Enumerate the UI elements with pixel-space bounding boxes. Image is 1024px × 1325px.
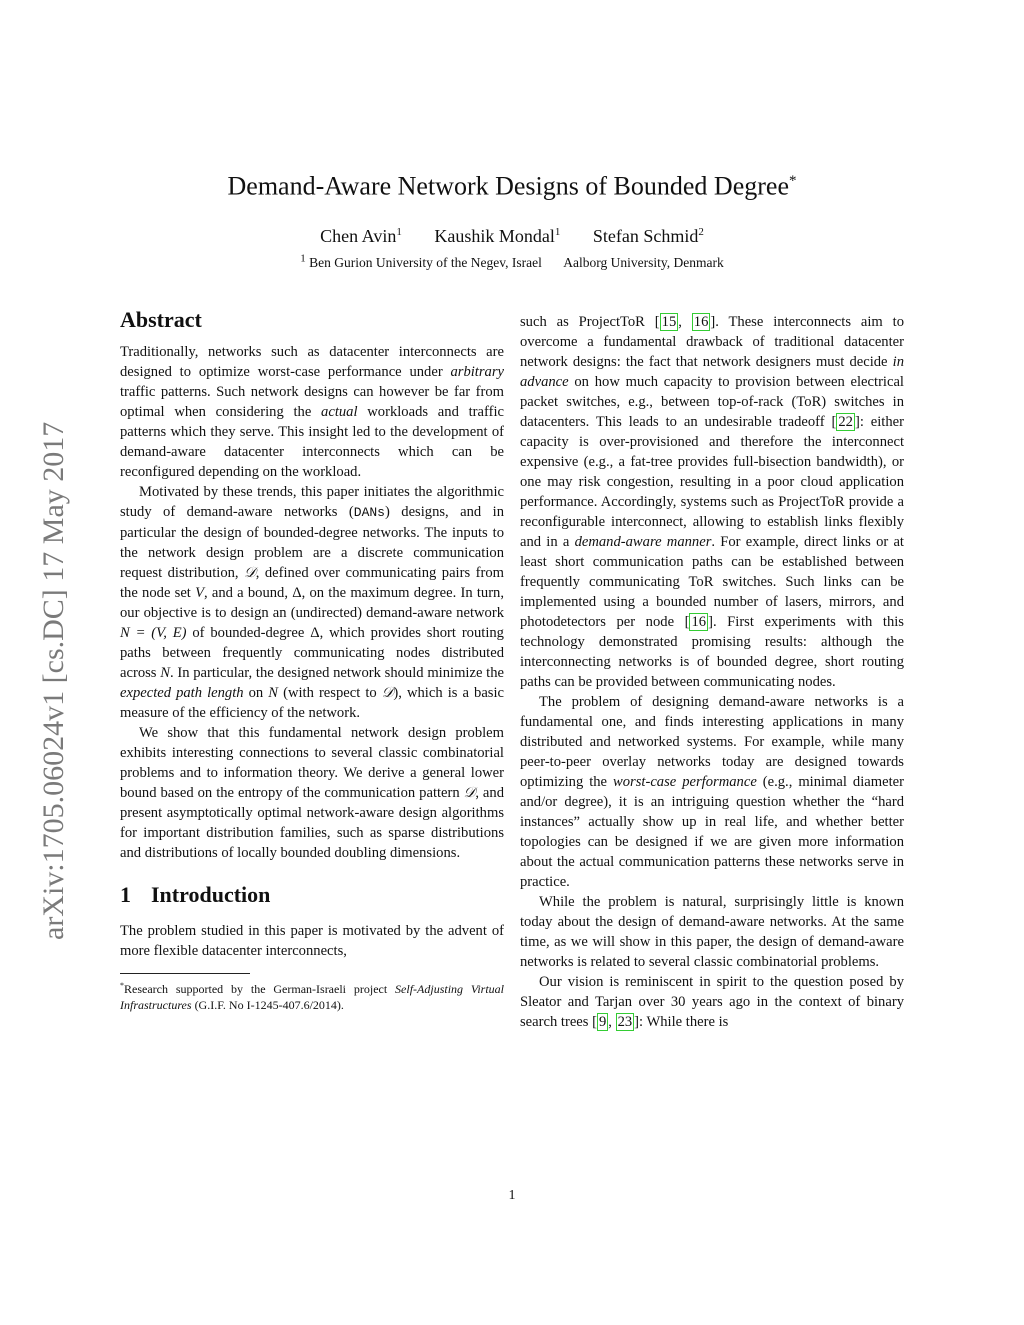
author: Stefan Schmid$^2$: [592, 226, 704, 246]
right-column: [520, 312, 904, 1032]
body-paragraph: The problem of designing demand-aware networks is a fundamental one, and finds interesting applications in many distributed and networked systems. For example, while many peer-to-peer overlay networks today are designed towards optimizing the worst-case performance (e.g., minimal diameter and/or degree), it is an intriguing question whether the “hard instances” actually show up in real life, and whether better topologies can be designed if we are given more information about the actual communication patterns these networks serve in practice.: [520, 694, 904, 890]
title-text: Demand-Aware Network Designs of Bounded Degree: [227, 171, 789, 201]
title-footnote-mark: *: [789, 173, 797, 189]
abstract-paragraph: Traditionally, networks such as datacenter interconnects are designed to optimize worst-case performance under arbitrary traffic patterns. Such network designs can however be far from optimal when considering the actual workloads and traffic patterns which they serve. This insight led to the development of demand-aware datacenter interconnects which can be reconfigured depending on the workload.: [120, 344, 504, 480]
body-paragraph: Our vision is reminiscent in spirit to the question posed by Sleator and Tarjan over 30 years ago in the context of binary search trees [ 9 , 23 ]: While there is: [520, 974, 904, 1030]
citation-link[interactable]: 22: [838, 414, 853, 430]
paper-title: [120, 164, 904, 204]
section-heading-introduction: 1 Introduction: [120, 882, 271, 907]
citation-link[interactable]: 9: [598, 1014, 607, 1030]
footnote-rule: [120, 973, 250, 974]
abstract-paragraph: Motivated by these trends, this paper initiates the algorithmic study of demand-aware networks (DANs) designs, and in particular the design of bounded-degree networks. The inputs to the network design problem are a discrete communication request distribution, 𝒟, defined over communicating pairs from the node set V, and a bound, Δ, on the maximum degree. In turn, our objective is to design an (undirected) demand-aware network N = (V, E) of bounded-degree Δ, which provides short routing paths between frequently communicating nodes distributed across N. In particular, the designed network should minimize the expected path length on N (with respect to 𝒟), which is a basic measure of the efficiency of the network.: [120, 484, 505, 721]
body-paragraph: While the problem is natural, surprisingly little is known today about the design of demand-aware networks. At the same time, as we will show in this paper, the design of demand-aware networks is related to several classic combinatorial problems.: [520, 894, 904, 970]
author: Chen Avin$^1$: [320, 226, 402, 246]
abstract-paragraph: We show that this fundamental network design problem exhibits interesting connections to several classic combinatorial problems and to information theory. We derive a general lower bound based on the entropy of the communication pattern 𝒟, and present asymptotically optimal network-aware design algorithms for important distribution families, such as sparse distributions and distributions of locally bounded doubling dimensions.: [120, 725, 504, 861]
intro-paragraph: The problem studied in this paper is motivated by the advent of more flexible datacenter interconnects,: [120, 923, 504, 959]
affiliation: Aalborg University, Denmark: [563, 254, 724, 270]
body-paragraph: such as ProjectToR [ 15 , 16 ]. These interconnects aim to overcome a fundamental drawback of traditional datacenter network designs: the fact that network designers must decide in advance on how much capacity to provision between electrical packet switches, e.g., between top-of-rack (ToR) switches in datacenters. This leads to an undesirable tradeoff [ 22 ]: either capacity is over-provisioned and therefore the interconnect expensive (e.g., a fat-tree provides full-bisection bandwidth), or one may risk congestion, resulting in a poor cloud application performance. Accordingly, systems such as ProjectToR provide a reconfigurable interconnect, allowing to establish links flexibly and in a demand-aware manner. For example, direct links or at least short communication paths can be established between frequently communicating ToR switches. Such links can be implemented using a bounded number of lasers, mirrors, and photodetectors per node [ 16 ]. First experiments with this technology demonstrated promising results: although the interconnecting networks is of bounded degree, short routing paths can be provided between communicating nodes.: [520, 314, 904, 690]
left-column: [120, 306, 504, 1013]
citation-link[interactable]: 15: [661, 314, 677, 330]
author: Kaushik Mondal$^1$: [434, 226, 561, 246]
footnote: *Research supported by the German-Israeli project Self-Adjusting Virtual Infrastructures (G.I.F. No I-1245-407.6/2014).: [120, 981, 505, 1012]
citation-link[interactable]: 16: [691, 614, 707, 630]
author-list: [120, 220, 904, 248]
citation-link[interactable]: 16: [693, 314, 709, 330]
citation-link[interactable]: 23: [617, 1014, 633, 1030]
affiliations: [120, 248, 904, 273]
arxiv-identifier: arXiv:1705.06024v1 [cs.DC] 17 May 2017: [37, 421, 70, 940]
page-number: 1: [508, 1188, 516, 1203]
abstract-heading: Abstract: [120, 307, 202, 332]
affiliation: $^1$ Ben Gurion University of the Negev, Israel: [300, 252, 542, 270]
